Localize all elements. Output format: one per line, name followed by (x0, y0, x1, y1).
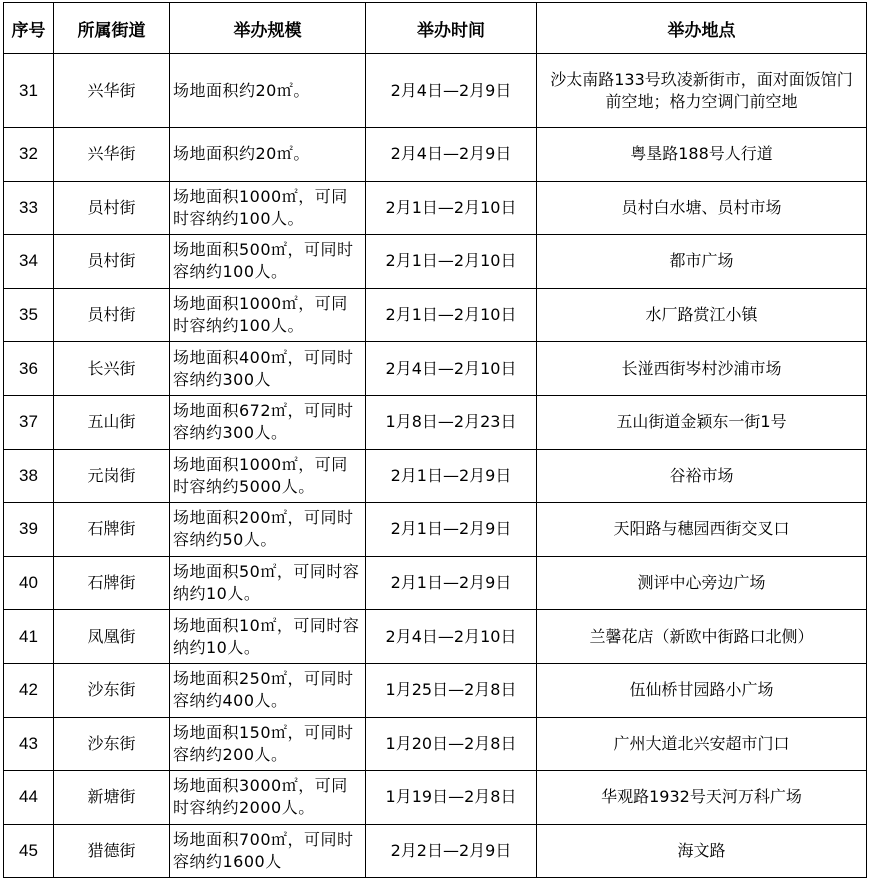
cell-place: 粤垦路188号人行道 (537, 128, 867, 182)
cell-street: 长兴街 (54, 342, 170, 396)
cell-time: 2月2日—2月9日 (366, 824, 537, 878)
cell-time: 1月25日—2月8日 (366, 663, 537, 717)
cell-scale (170, 824, 366, 878)
cell-time: 1月8日—2月23日 (366, 395, 537, 449)
cell-street: 员村街 (54, 181, 170, 235)
cell-time: 2月4日—2月9日 (366, 128, 537, 182)
cell-scale-text: 场地面积约20㎡。 (173, 144, 310, 164)
cell-no: 42 (4, 663, 54, 717)
cell-scale (170, 54, 366, 128)
table-row (4, 342, 867, 396)
cell-scale (170, 556, 366, 610)
cell-no: 43 (4, 717, 54, 771)
cell-street: 凤凰街 (54, 610, 170, 664)
cell-scale (170, 342, 366, 396)
cell-no: 36 (4, 342, 54, 396)
cell-scale (170, 771, 366, 825)
cell-no: 41 (4, 610, 54, 664)
cell-no: 38 (4, 449, 54, 503)
cell-street: 石牌街 (54, 503, 170, 557)
cell-scale (170, 181, 366, 235)
cell-scale-text: 场地面积250㎡，可同时容纳约400人。 (173, 669, 354, 711)
cell-scale-text: 场地面积1000㎡，可同时容纳约100人。 (173, 294, 348, 336)
cell-time: 2月1日—2月10日 (366, 235, 537, 289)
cell-time: 2月4日—2月10日 (366, 342, 537, 396)
cell-no: 34 (4, 235, 54, 289)
cell-time: 2月1日—2月9日 (366, 449, 537, 503)
cell-place: 谷裕市场 (537, 449, 867, 503)
cell-no: 32 (4, 128, 54, 182)
cell-scale-text: 场地面积400㎡，可同时容纳约300人 (173, 347, 354, 389)
cell-street: 元岗街 (54, 449, 170, 503)
cell-scale-text: 场地面积1000㎡，可同时容纳约100人。 (173, 186, 348, 228)
cell-time: 2月1日—2月9日 (366, 556, 537, 610)
cell-place: 天阳路与穗园西街交叉口 (537, 503, 867, 557)
cell-no: 39 (4, 503, 54, 557)
cell-street: 新塘街 (54, 771, 170, 825)
cell-place: 海文路 (537, 824, 867, 878)
table-row (4, 556, 867, 610)
cell-no: 37 (4, 395, 54, 449)
event-venue-table (3, 2, 867, 878)
table-row (4, 449, 867, 503)
cell-scale (170, 663, 366, 717)
cell-scale (170, 395, 366, 449)
cell-place: 华观路1932号天河万科广场 (537, 771, 867, 825)
cell-no: 31 (4, 54, 54, 128)
table-row (4, 717, 867, 771)
cell-street: 员村街 (54, 288, 170, 342)
cell-no: 44 (4, 771, 54, 825)
cell-place: 都市广场 (537, 235, 867, 289)
cell-scale (170, 288, 366, 342)
cell-place: 水厂路赏江小镇 (537, 288, 867, 342)
cell-street: 兴华街 (54, 128, 170, 182)
table-row (4, 181, 867, 235)
cell-street: 兴华街 (54, 54, 170, 128)
cell-place: 兰馨花店（新欧中街路口北侧） (537, 610, 867, 664)
cell-scale-text: 场地面积1000㎡，可同时容纳约5000人。 (173, 454, 348, 496)
cell-street: 沙东街 (54, 663, 170, 717)
table-row (4, 503, 867, 557)
table-row (4, 824, 867, 878)
header-scale: 举办规模 (170, 3, 366, 54)
header-time: 举办时间 (366, 3, 537, 54)
cell-street: 沙东街 (54, 717, 170, 771)
event-venue-table-container (3, 2, 867, 878)
table-header-row (4, 3, 867, 54)
cell-time: 2月1日—2月10日 (366, 288, 537, 342)
cell-scale (170, 610, 366, 664)
table-row (4, 395, 867, 449)
cell-scale (170, 503, 366, 557)
cell-street: 五山街 (54, 395, 170, 449)
cell-scale-text: 场地面积672㎡，可同时容纳约300人。 (173, 401, 354, 443)
cell-scale-text: 场地面积约20㎡。 (173, 80, 310, 100)
cell-time: 2月4日—2月9日 (366, 54, 537, 128)
cell-place: 五山街道金颖东一街1号 (537, 395, 867, 449)
cell-no: 45 (4, 824, 54, 878)
cell-time: 2月4日—2月10日 (366, 610, 537, 664)
table-row (4, 128, 867, 182)
header-place: 举办地点 (537, 3, 867, 54)
cell-street: 猎德街 (54, 824, 170, 878)
cell-place: 沙太南路133号玖凌新街市，面对面饭馆门前空地；格力空调门前空地 (537, 54, 867, 128)
cell-scale (170, 128, 366, 182)
cell-scale (170, 717, 366, 771)
cell-no: 40 (4, 556, 54, 610)
cell-street: 石牌街 (54, 556, 170, 610)
cell-scale-text: 场地面积3000㎡，可同时容纳约2000人。 (173, 776, 348, 818)
cell-scale (170, 449, 366, 503)
cell-time: 1月19日—2月8日 (366, 771, 537, 825)
cell-scale-text: 场地面积200㎡，可同时容纳约50人。 (173, 508, 354, 550)
table-row (4, 235, 867, 289)
cell-time: 2月1日—2月9日 (366, 503, 537, 557)
cell-scale-text: 场地面积150㎡，可同时容纳约200人。 (173, 722, 354, 764)
cell-time: 1月20日—2月8日 (366, 717, 537, 771)
cell-time: 2月1日—2月10日 (366, 181, 537, 235)
cell-place: 测评中心旁边广场 (537, 556, 867, 610)
cell-no: 35 (4, 288, 54, 342)
cell-place: 长湴西街岑村沙浦市场 (537, 342, 867, 396)
cell-scale-text: 场地面积500㎡，可同时容纳约100人。 (173, 240, 354, 282)
cell-scale-text: 场地面积700㎡，可同时容纳约1600人 (173, 830, 354, 872)
cell-street: 员村街 (54, 235, 170, 289)
header-no: 序号 (4, 3, 54, 54)
table-row (4, 663, 867, 717)
cell-place: 员村白水塘、员村市场 (537, 181, 867, 235)
cell-no: 33 (4, 181, 54, 235)
table-row (4, 771, 867, 825)
table-row (4, 610, 867, 664)
cell-place: 广州大道北兴安超市门口 (537, 717, 867, 771)
table-row (4, 54, 867, 128)
cell-place: 伍仙桥甘园路小广场 (537, 663, 867, 717)
table-row (4, 288, 867, 342)
cell-scale-text: 场地面积50㎡，可同时容纳约10人。 (173, 562, 360, 604)
header-street: 所属街道 (54, 3, 170, 54)
cell-scale (170, 235, 366, 289)
cell-scale-text: 场地面积10㎡，可同时容纳约10人。 (173, 615, 360, 657)
